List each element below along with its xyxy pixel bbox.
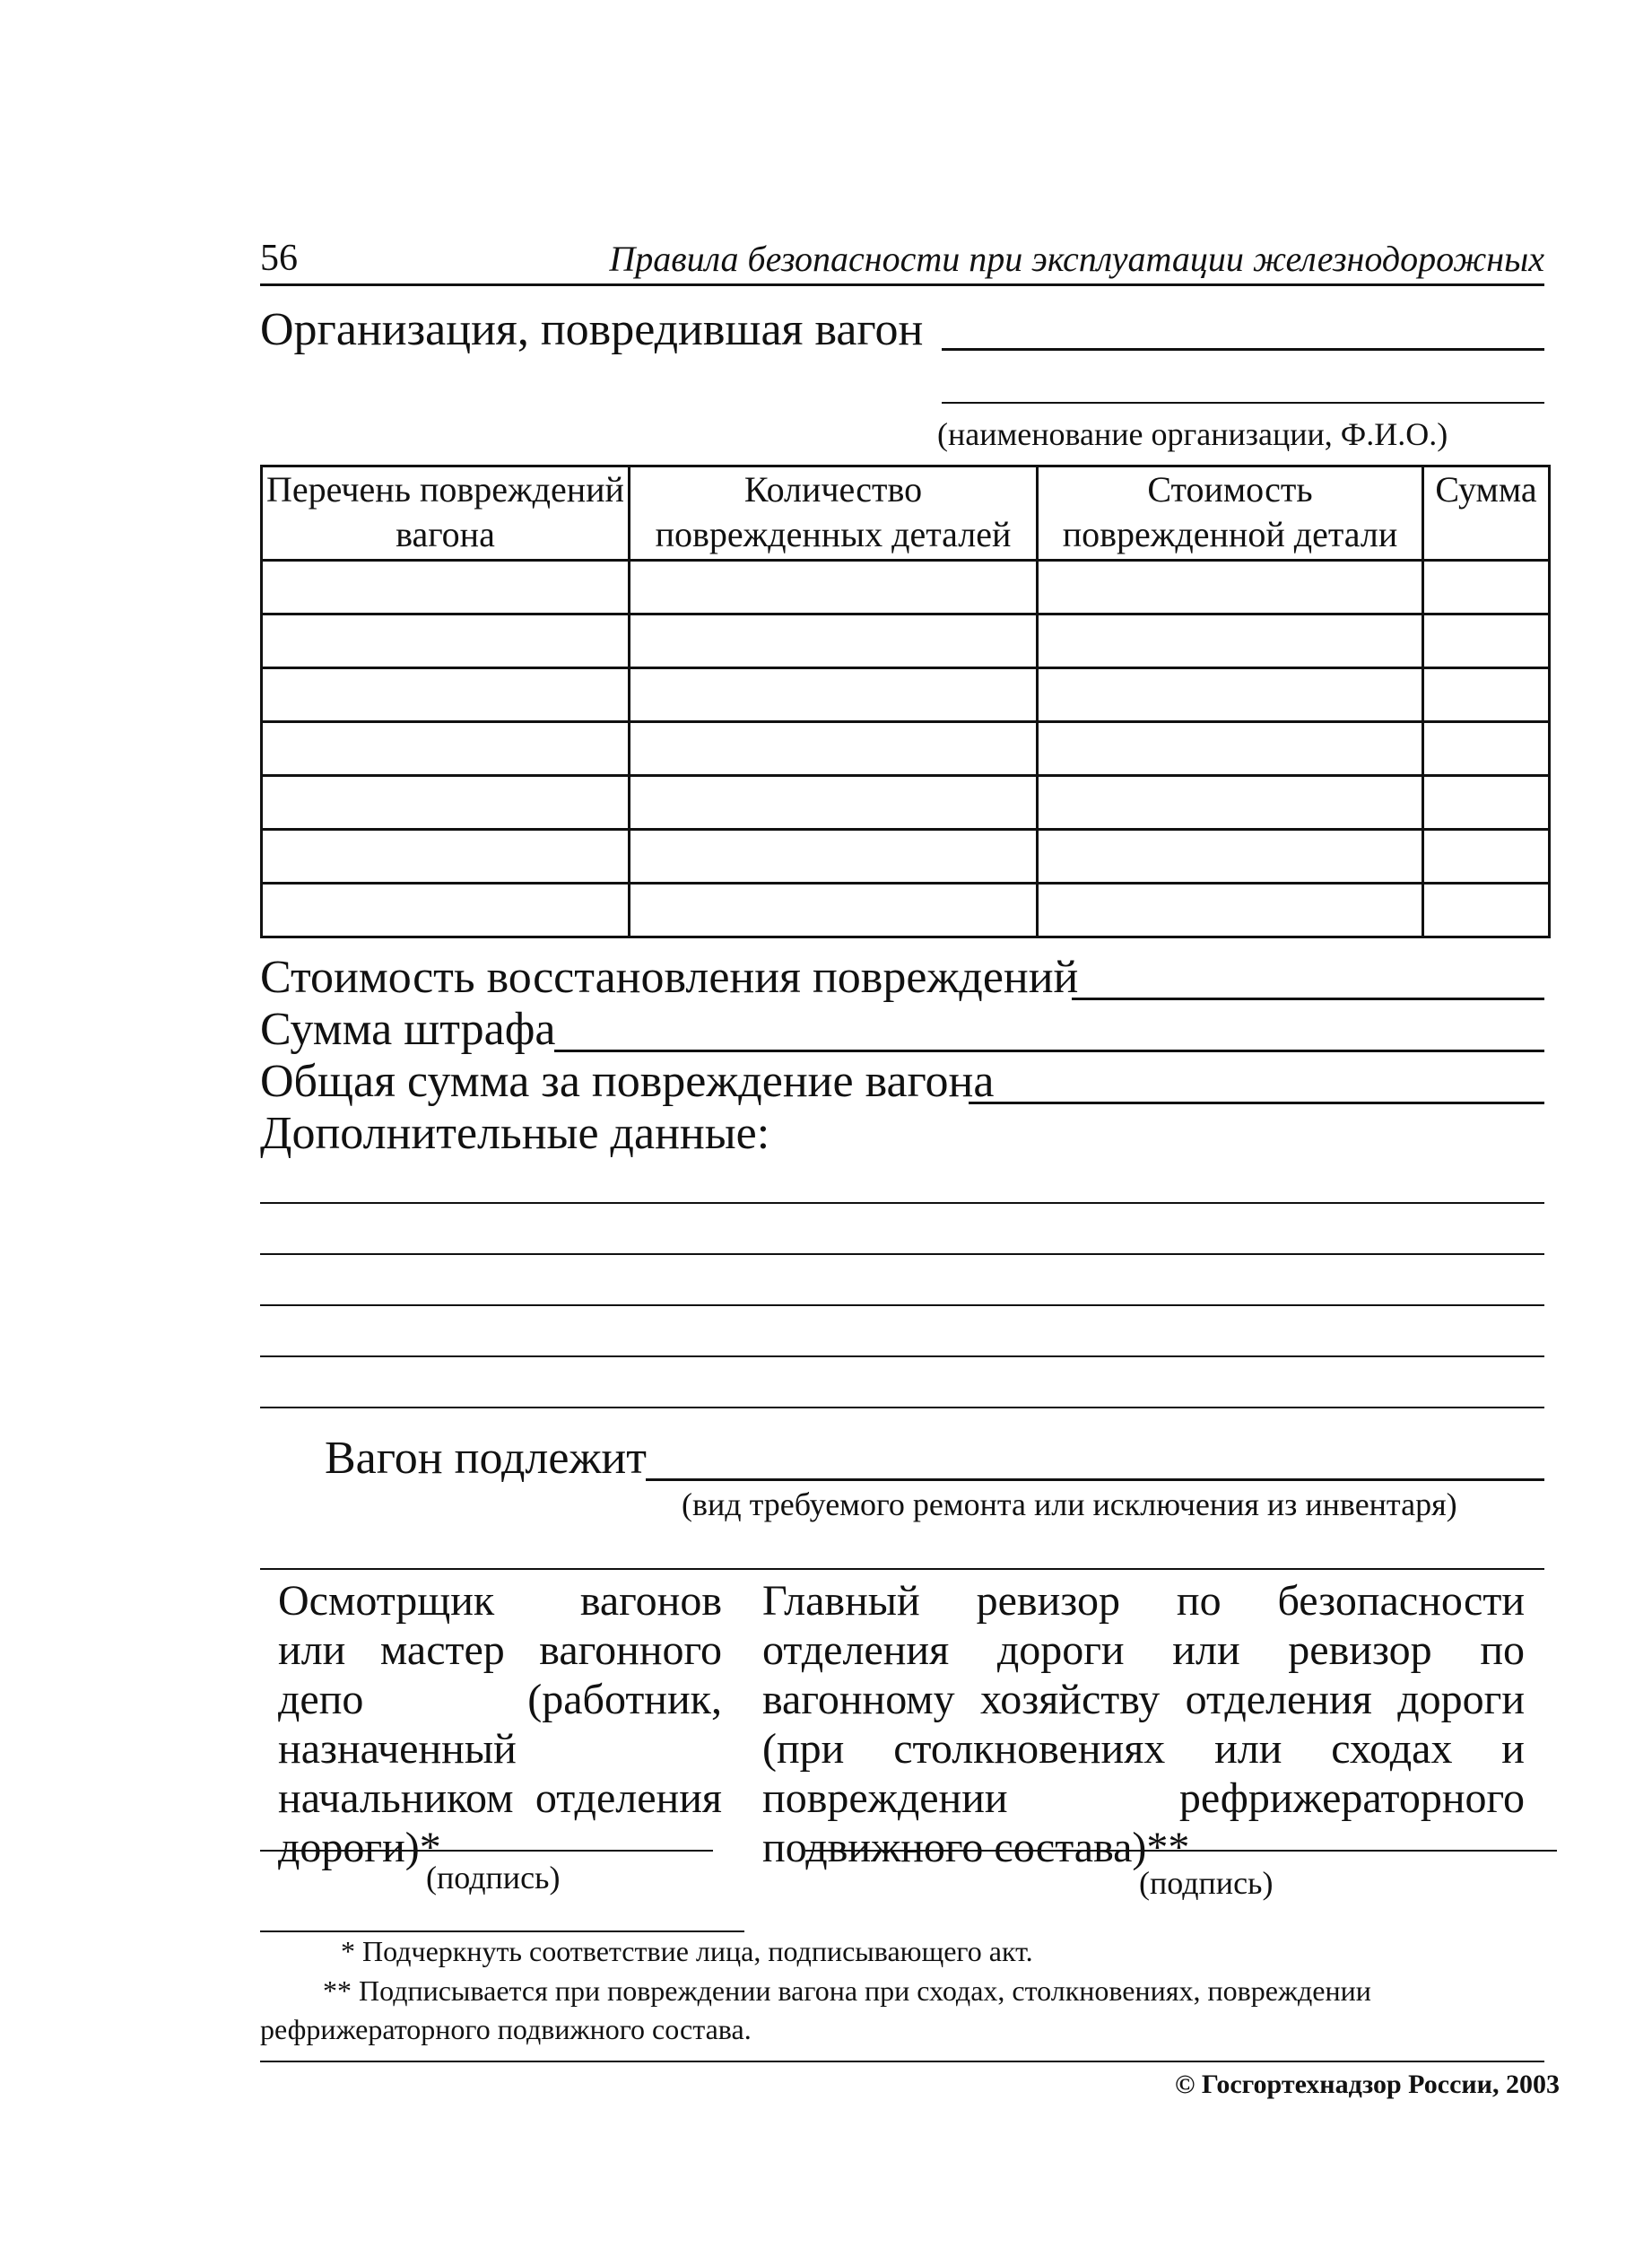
repair-caption: (вид требуемого ремонта или исключения из инвентаря) <box>682 1486 1457 1522</box>
table-cell[interactable] <box>1423 668 1550 722</box>
chief-auditor-role-text: Главный ревизор по безопасности отделения дороги или ревизор по вагонному хозяйству отделения дороги (при столкновениях или сходах и повреждении рефрижераторного подвижного состава)** <box>762 1577 1525 1871</box>
footnote-2-line-2: рефрижераторного подвижного состава. <box>260 2013 752 2045</box>
table-cell[interactable] <box>262 722 630 776</box>
table-cell[interactable] <box>630 830 1038 884</box>
org-field-line-2[interactable] <box>942 402 1544 404</box>
total-line[interactable] <box>969 1102 1544 1104</box>
table-cell[interactable] <box>1038 884 1423 937</box>
table-cell[interactable] <box>1423 561 1550 614</box>
chief-auditor-signature-line[interactable] <box>805 1850 1557 1852</box>
table-row <box>262 561 1550 614</box>
col-damage-list: Перечень повреждений вагона <box>262 466 630 561</box>
repair-label: Вагон подлежит <box>325 1433 647 1484</box>
additional-line[interactable] <box>260 1202 1544 1204</box>
col-sum: Сумма <box>1423 466 1550 561</box>
repair-cost-label: Стоимость восстановления повреждений <box>260 952 1079 1003</box>
org-caption: (наименование организации, Ф.И.О.) <box>937 416 1448 452</box>
copyright-notice: © Госгортехнадзор России, 2003 <box>1175 2070 1560 2099</box>
table-cell[interactable] <box>1038 614 1423 668</box>
table-cell[interactable] <box>1423 830 1550 884</box>
table-cell[interactable] <box>262 776 630 830</box>
table-cell[interactable] <box>262 561 630 614</box>
fine-line[interactable] <box>554 1050 1544 1052</box>
table-row <box>262 722 1550 776</box>
table-cell[interactable] <box>1038 722 1423 776</box>
total-label: Общая сумма за повреждение вагона <box>260 1056 995 1107</box>
section-divider <box>260 1568 1544 1570</box>
table-cell[interactable] <box>1423 776 1550 830</box>
running-title: Правила безопасности при эксплуатации железнодорожных <box>609 239 1544 279</box>
table-header-row <box>262 466 1550 561</box>
additional-line[interactable] <box>260 1407 1544 1408</box>
additional-line[interactable] <box>260 1304 1544 1306</box>
col-part-cost: Стоимость поврежденной детали <box>1038 466 1423 561</box>
table-row <box>262 776 1550 830</box>
footnote-separator <box>260 1930 744 1932</box>
table-cell[interactable] <box>262 668 630 722</box>
table-row <box>262 884 1550 937</box>
additional-line[interactable] <box>260 1355 1544 1357</box>
table-cell[interactable] <box>630 668 1038 722</box>
table-cell[interactable] <box>630 884 1038 937</box>
table-cell[interactable] <box>262 614 630 668</box>
table-row <box>262 614 1550 668</box>
org-field-line[interactable] <box>942 348 1544 351</box>
table-cell[interactable] <box>630 776 1038 830</box>
additional-line[interactable] <box>260 1253 1544 1255</box>
bottom-rule <box>260 2061 1544 2062</box>
table-cell[interactable] <box>1038 668 1423 722</box>
table-cell[interactable] <box>1038 776 1423 830</box>
page-header <box>260 233 1544 286</box>
table-cell[interactable] <box>1038 561 1423 614</box>
page-number: 56 <box>260 238 298 279</box>
repair-line[interactable] <box>646 1478 1544 1481</box>
table-cell[interactable] <box>630 614 1038 668</box>
additional-data-label: Дополнительные данные: <box>260 1108 770 1159</box>
footnote-2-line-1: ** Подписывается при повреждении вагона при сходах, столкновениях, повреждении <box>323 1974 1371 2007</box>
inspector-signature-caption: (подпись) <box>426 1860 561 1896</box>
table-cell[interactable] <box>1038 830 1423 884</box>
damage-table <box>260 465 1551 938</box>
table-cell[interactable] <box>1423 614 1550 668</box>
chief-auditor-signature-caption: (подпись) <box>1139 1865 1274 1901</box>
table-cell[interactable] <box>630 722 1038 776</box>
col-damaged-parts-count: Количество поврежденных деталей <box>630 466 1038 561</box>
table-row <box>262 830 1550 884</box>
table-row <box>262 668 1550 722</box>
table-cell[interactable] <box>1423 722 1550 776</box>
footnote-1: * Подчеркнуть соответствие лица, подписывающего акт. <box>341 1935 1033 1967</box>
org-label: Организация, повредившая вагон <box>260 304 924 355</box>
inspector-signature-line[interactable] <box>260 1850 713 1852</box>
repair-cost-line[interactable] <box>1072 998 1544 1000</box>
table-cell[interactable] <box>262 884 630 937</box>
table-cell[interactable] <box>1423 884 1550 937</box>
table-cell[interactable] <box>630 561 1038 614</box>
inspector-role-text: Осмотрщик вагонов или мастер вагонного депо (работник, назначенный начальником отделения дороги)* <box>278 1577 722 1871</box>
fine-label: Сумма штрафа <box>260 1004 556 1055</box>
table-cell[interactable] <box>262 830 630 884</box>
